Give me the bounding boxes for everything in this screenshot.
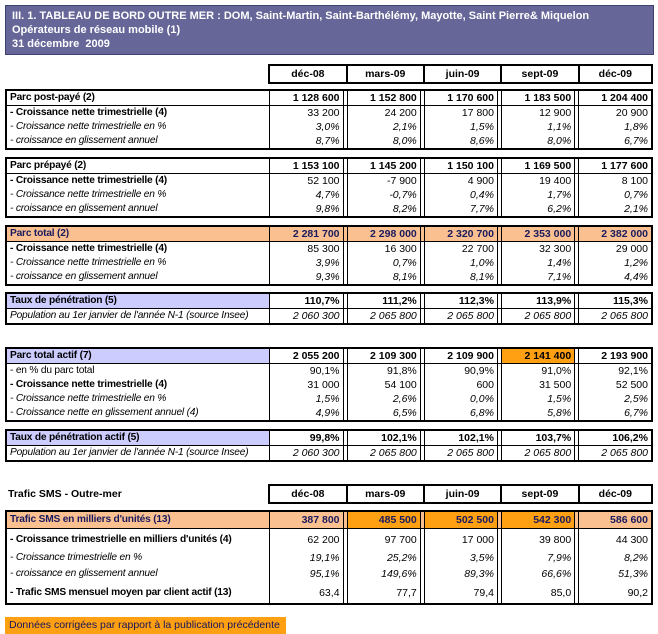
value-cell: 2 193 900	[579, 348, 652, 364]
row-label: - Croissance nette trimestrielle en %	[6, 120, 270, 134]
value-cell: 2 060 300	[270, 309, 343, 325]
value-cell: 6,7%	[579, 406, 652, 421]
table-row	[6, 406, 652, 421]
value-cell: 4,4%	[579, 270, 652, 285]
table-row	[5, 65, 652, 83]
row-label: - Trafic SMS mensuel moyen par client actif (13)	[6, 582, 270, 604]
data-table-parc-prepaye	[5, 157, 653, 218]
value-cell: 1,7%	[501, 188, 574, 202]
parc-tables	[5, 89, 654, 462]
row-label: Trafic SMS en milliers d'unités (13)	[6, 511, 270, 529]
table-row	[6, 174, 652, 189]
table-row	[6, 392, 652, 406]
value-cell: 2,1%	[347, 120, 420, 134]
value-cell: 106,2%	[579, 430, 652, 446]
table-row	[6, 270, 652, 285]
footer-note: Données corrigées par rapport à la publication précédente	[5, 617, 286, 634]
value-cell: 62 200	[270, 529, 343, 551]
value-cell: 102,1%	[347, 430, 420, 446]
value-cell: 8,7%	[270, 134, 343, 149]
value-cell: 2 109 300	[347, 348, 420, 364]
row-label: Parc total (2)	[6, 226, 270, 242]
value-cell: 1,5%	[501, 392, 574, 406]
value-cell: 1 153 100	[270, 158, 343, 174]
column-header-table	[5, 64, 653, 84]
value-cell: 3,0%	[270, 120, 343, 134]
value-cell: 44 300	[579, 529, 652, 551]
table-row	[5, 485, 652, 503]
value-cell: 0,0%	[424, 392, 497, 406]
value-cell: 387 800	[270, 511, 343, 529]
row-label: Taux de pénétration (5)	[6, 293, 270, 309]
table-row	[6, 106, 652, 121]
value-cell: 1 177 600	[579, 158, 652, 174]
value-cell: 85 300	[270, 242, 343, 257]
column-header: juin-09	[424, 65, 501, 83]
table-row	[6, 378, 652, 392]
value-cell: 2,1%	[579, 202, 652, 217]
data-table-parc-total	[5, 225, 653, 286]
value-cell: 600	[424, 378, 497, 392]
column-headers	[5, 64, 654, 84]
value-cell: 7,9%	[501, 550, 574, 566]
value-cell: 0,4%	[424, 188, 497, 202]
table-row	[6, 226, 652, 242]
value-cell: 77,7	[347, 582, 420, 604]
value-cell: -7 900	[347, 174, 420, 189]
value-cell: 111,2%	[347, 293, 420, 309]
value-cell: 2 065 800	[501, 309, 574, 325]
value-cell: 90,9%	[424, 364, 497, 379]
value-cell: 0,7%	[347, 256, 420, 270]
value-cell: 4,7%	[270, 188, 343, 202]
row-label: - Croissance nette trimestrielle en %	[6, 392, 270, 406]
table-row	[6, 430, 652, 446]
row-label: Parc prépayé (2)	[6, 158, 270, 174]
value-cell: 2 060 300	[270, 446, 343, 462]
value-cell: 0,7%	[579, 188, 652, 202]
row-label: - Croissance nette trimestrielle en %	[6, 256, 270, 270]
value-cell: 112,3%	[424, 293, 497, 309]
value-cell: 97 700	[347, 529, 420, 551]
table-row	[6, 90, 652, 106]
value-cell: 2,6%	[347, 392, 420, 406]
row-label: Population au 1er janvier de l'année N-1 (source Insee)	[6, 309, 270, 325]
value-cell: 1 204 400	[579, 90, 652, 106]
row-label: - Croissance nette en glissement annuel (4)	[6, 406, 270, 421]
table-row	[6, 202, 652, 217]
row-label: - en % du parc total	[6, 364, 270, 379]
value-cell: 6,5%	[347, 406, 420, 421]
value-cell: 485 500	[347, 511, 420, 529]
title-line3: 31 décembre 2009	[12, 38, 110, 51]
value-cell: 2 065 800	[579, 446, 652, 462]
column-header: déc-08	[269, 485, 346, 503]
row-label: - Croissance nette trimestrielle (4)	[6, 242, 270, 257]
value-cell: 33 200	[270, 106, 343, 121]
value-cell: 2 055 200	[270, 348, 343, 364]
value-cell: 1,8%	[579, 120, 652, 134]
table-row	[6, 134, 652, 149]
value-cell: 2 109 900	[424, 348, 497, 364]
value-cell: 8 100	[579, 174, 652, 189]
sms-section-header	[5, 484, 654, 504]
value-cell: 8,1%	[347, 270, 420, 285]
table-row	[6, 120, 652, 134]
table-row	[6, 582, 652, 604]
title-line1: III. 1. TABLEAU DE BORD OUTRE MER : DOM, Saint-Martin, Saint-Barthélémy, Mayotte, Saint Pierre& Miquelon	[12, 10, 590, 22]
table-row	[6, 348, 652, 364]
value-cell: 9,8%	[270, 202, 343, 217]
value-cell: 2 298 000	[347, 226, 420, 242]
row-label: Parc total actif (7)	[6, 348, 270, 364]
column-header: mars-09	[347, 65, 424, 83]
value-cell: 2 065 800	[579, 309, 652, 325]
value-cell: 1 170 600	[424, 90, 497, 106]
value-cell: 3,9%	[270, 256, 343, 270]
value-cell: 2 382 000	[579, 226, 652, 242]
column-header: sept-09	[501, 65, 578, 83]
table-row	[6, 511, 652, 529]
value-cell: 4 900	[424, 174, 497, 189]
row-label: - croissance en glissement annuel	[6, 202, 270, 217]
value-cell: 8,2%	[347, 202, 420, 217]
value-cell: 89,3%	[424, 566, 497, 582]
value-cell: 1 152 800	[347, 90, 420, 106]
value-cell: 6,8%	[424, 406, 497, 421]
value-cell: 29 000	[579, 242, 652, 257]
value-cell: 2 353 000	[501, 226, 574, 242]
value-cell: 51,3%	[579, 566, 652, 582]
value-cell: 102,1%	[424, 430, 497, 446]
value-cell: 1 183 500	[501, 90, 574, 106]
value-cell: 22 700	[424, 242, 497, 257]
value-cell: 8,2%	[579, 550, 652, 566]
value-cell: 8,0%	[347, 134, 420, 149]
value-cell: 1,5%	[424, 120, 497, 134]
row-label: - Croissance nette trimestrielle en %	[6, 188, 270, 202]
value-cell: 39 800	[501, 529, 574, 551]
value-cell: 20 900	[579, 106, 652, 121]
table-row	[6, 309, 652, 325]
sms-section-label: Trafic SMS - Outre-mer	[8, 488, 122, 501]
row-label: - Croissance trimestrielle en milliers d'unités (4)	[6, 529, 270, 551]
value-cell: 149,6%	[347, 566, 420, 582]
row-label: Parc post-payé (2)	[6, 90, 270, 106]
row-label: Population au 1er janvier de l'année N-1 (source Insee)	[6, 446, 270, 462]
value-cell: 7,7%	[424, 202, 497, 217]
value-cell: 1 169 500	[501, 158, 574, 174]
column-header: juin-09	[424, 485, 501, 503]
value-cell: 2 141 400	[501, 348, 574, 364]
data-table-parc-postpaye	[5, 89, 653, 150]
value-cell: 586 600	[579, 511, 652, 529]
value-cell: 115,3%	[579, 293, 652, 309]
value-cell: 4,9%	[270, 406, 343, 421]
data-table-taux-penetration-actif	[5, 429, 653, 462]
value-cell: 2 320 700	[424, 226, 497, 242]
table-row	[6, 364, 652, 379]
value-cell: 1,5%	[270, 392, 343, 406]
value-cell: 17 800	[424, 106, 497, 121]
value-cell: 1,2%	[579, 256, 652, 270]
value-cell: 95,1%	[270, 566, 343, 582]
value-cell: 1,0%	[424, 256, 497, 270]
data-table-parc-total-actif	[5, 347, 653, 422]
value-cell: 92,1%	[579, 364, 652, 379]
value-cell: 16 300	[347, 242, 420, 257]
value-cell: 25,2%	[347, 550, 420, 566]
value-cell: 5,8%	[501, 406, 574, 421]
value-cell: 90,1%	[270, 364, 343, 379]
table-row	[6, 188, 652, 202]
value-cell: 6,7%	[579, 134, 652, 149]
row-label: - Croissance nette trimestrielle (4)	[6, 174, 270, 189]
row-label: - croissance en glissement annuel	[6, 566, 270, 582]
value-cell: 1,4%	[501, 256, 574, 270]
row-label: - croissance en glissement annuel	[6, 270, 270, 285]
table-row	[6, 566, 652, 582]
value-cell: 3,5%	[424, 550, 497, 566]
value-cell: 2,5%	[579, 392, 652, 406]
data-table-taux-penetration	[5, 292, 653, 325]
value-cell: 66,6%	[501, 566, 574, 582]
value-cell: 12 900	[501, 106, 574, 121]
value-cell: 31 000	[270, 378, 343, 392]
value-cell: 17 000	[424, 529, 497, 551]
value-cell: 2 065 800	[424, 309, 497, 325]
value-cell: 113,9%	[501, 293, 574, 309]
value-cell: 9,3%	[270, 270, 343, 285]
row-label: - Croissance trimestrielle en %	[6, 550, 270, 566]
value-cell: 2 065 800	[347, 309, 420, 325]
table-row	[6, 550, 652, 566]
value-cell: 79,4	[424, 582, 497, 604]
value-cell: 7,1%	[501, 270, 574, 285]
table-row	[6, 158, 652, 174]
column-header: mars-09	[347, 485, 424, 503]
value-cell: 91,0%	[501, 364, 574, 379]
value-cell: 85,0	[501, 582, 574, 604]
row-label: - croissance en glissement annuel	[6, 134, 270, 149]
value-cell: 31 500	[501, 378, 574, 392]
value-cell: 1,1%	[501, 120, 574, 134]
table-row	[6, 529, 652, 551]
table-row	[6, 293, 652, 309]
value-cell: 1 128 600	[270, 90, 343, 106]
value-cell: 542 300	[501, 511, 574, 529]
table-row	[6, 446, 652, 462]
value-cell: 8,0%	[501, 134, 574, 149]
row-label: Taux de pénétration actif (5)	[6, 430, 270, 446]
value-cell: 52 100	[270, 174, 343, 189]
value-cell: 2 281 700	[270, 226, 343, 242]
column-header: sept-09	[501, 485, 578, 503]
title-bar	[5, 5, 654, 55]
value-cell: 54 100	[347, 378, 420, 392]
value-cell: 1 150 100	[424, 158, 497, 174]
value-cell: 24 200	[347, 106, 420, 121]
data-table-trafic-sms	[5, 510, 653, 605]
column-header: déc-08	[269, 65, 346, 83]
value-cell: 52 500	[579, 378, 652, 392]
sms-tables	[5, 510, 654, 605]
column-header: déc-09	[579, 485, 652, 503]
value-cell: 63,4	[270, 582, 343, 604]
sms-column-header-table	[5, 484, 653, 504]
value-cell: 19 400	[501, 174, 574, 189]
value-cell: 2 065 800	[347, 446, 420, 462]
column-header: déc-09	[579, 65, 652, 83]
value-cell: -0,7%	[347, 188, 420, 202]
value-cell: 91,8%	[347, 364, 420, 379]
value-cell: 8,1%	[424, 270, 497, 285]
value-cell: 99,8%	[270, 430, 343, 446]
value-cell: 502 500	[424, 511, 497, 529]
value-cell: 1 145 200	[347, 158, 420, 174]
title-line2: Opérateurs de réseau mobile (1)	[12, 24, 181, 37]
row-label: - Croissance nette trimestrielle (4)	[6, 378, 270, 392]
value-cell: 8,6%	[424, 134, 497, 149]
value-cell: 32 300	[501, 242, 574, 257]
value-cell: 2 065 800	[424, 446, 497, 462]
column-header-spacer	[5, 65, 269, 83]
value-cell: 103,7%	[501, 430, 574, 446]
value-cell: 6,2%	[501, 202, 574, 217]
row-label: - Croissance nette trimestrielle (4)	[6, 106, 270, 121]
value-cell: 2 065 800	[501, 446, 574, 462]
table-row	[6, 242, 652, 257]
value-cell: 90,2	[579, 582, 652, 604]
table-row	[6, 256, 652, 270]
value-cell: 110,7%	[270, 293, 343, 309]
value-cell: 19,1%	[270, 550, 343, 566]
